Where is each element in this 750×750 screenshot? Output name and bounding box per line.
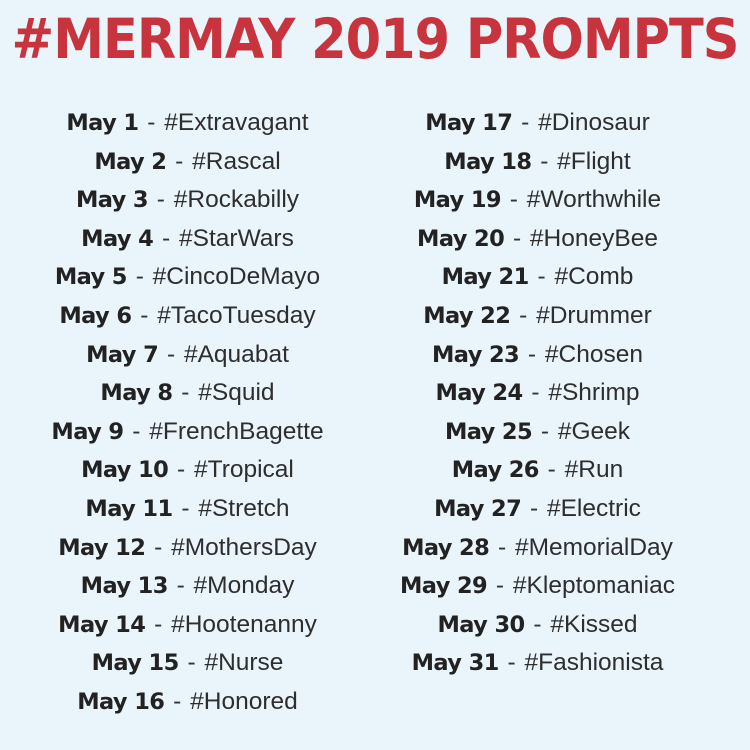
prompt-row [350,220,725,259]
prompt-separator: - [537,263,546,291]
prompt-date: May 10 [81,457,169,484]
prompt-hashtag: #Comb [554,263,634,291]
prompt-hashtag: #Fashionista [524,649,664,677]
prompt-separator: - [540,417,550,445]
prompt-hashtag: #Rockabilly [173,186,300,214]
prompt-date: May 4 [81,225,154,252]
prompt-date: May 7 [86,341,159,368]
prompt-hashtag: #Honored [190,687,298,715]
prompt-row [350,529,725,568]
prompt-separator: - [181,494,190,522]
prompt-hashtag: #Squid [198,379,275,407]
prompt-hashtag: #Geek [557,417,631,445]
prompt-row [350,336,725,375]
prompt-date: May 22 [423,302,511,329]
left-prompt-column [0,104,375,722]
prompt-hashtag: #Tropical [194,456,294,484]
prompt-date: May 31 [411,650,499,677]
prompt-row [0,104,375,143]
prompt-separator: - [154,533,163,561]
prompt-row [0,336,375,375]
prompt-hashtag: #StarWars [179,224,294,252]
prompt-separator: - [527,340,537,368]
prompt-row [350,567,725,606]
prompt-date: May 3 [75,187,148,214]
prompt-separator: - [177,456,186,484]
prompt-separator: - [187,649,196,677]
prompt-date: May 13 [80,573,168,600]
prompt-separator: - [166,340,176,368]
prompt-row [350,297,725,336]
prompt-date: May 6 [59,302,132,329]
prompt-date: May 19 [413,187,501,214]
prompt-hashtag: #Drummer [536,301,652,329]
prompt-row [350,258,725,297]
prompt-date: May 27 [434,495,522,522]
prompt-hashtag: #Dinosaur [538,109,650,136]
prompt-hashtag: #Hootenanny [171,610,317,638]
prompt-row [0,451,375,490]
prompt-separator: - [147,109,156,136]
prompt-separator: - [509,186,518,214]
prompt-separator: - [135,263,144,291]
prompt-date: May 21 [441,264,529,291]
prompt-separator: - [175,147,184,175]
prompt-separator: - [162,224,171,252]
prompt-row [0,374,375,413]
prompt-hashtag: #Rascal [192,147,281,175]
prompt-hashtag: #Stretch [198,494,290,522]
prompt-row [350,104,725,143]
prompt-date: May 30 [437,611,525,638]
prompt-row [0,529,375,568]
prompt-hashtag: #Extravagant [164,109,309,136]
prompt-row [0,683,375,722]
right-prompt-column [350,104,725,683]
prompt-row [350,451,725,490]
prompt-separator: - [176,572,185,600]
prompt-row [350,490,725,529]
prompt-hashtag: #CincoDeMayo [152,263,321,291]
prompt-date: May 23 [432,341,520,368]
prompt-date: May 5 [54,264,127,291]
prompt-date: May 12 [58,534,146,561]
prompt-date: May 8 [100,380,173,407]
prompt-separator: - [512,224,522,252]
prompt-hashtag: #Flight [557,147,631,175]
prompt-separator: - [519,301,528,329]
prompt-row [350,644,725,683]
prompt-row [0,413,375,452]
prompt-row [0,606,375,645]
prompt-separator: - [181,379,190,407]
prompt-hashtag: #Chosen [544,340,643,368]
prompt-row [350,143,725,182]
poster-title: #MERMAY 2019 PROMPTS [11,8,739,72]
prompt-separator: - [497,533,507,561]
prompt-hashtag: #Kissed [550,610,638,638]
prompt-hashtag: #FrenchBagette [149,417,324,445]
prompt-row [350,413,725,452]
prompt-row [0,258,375,297]
prompt-separator: - [156,186,165,214]
prompt-date: May 16 [77,688,165,715]
prompt-date: May 17 [425,110,513,136]
prompt-hashtag: #MothersDay [171,533,317,561]
prompt-hashtag: #TacoTuesday [157,301,316,329]
prompt-date: May 14 [58,611,146,638]
prompt-hashtag: #Nurse [204,649,284,677]
prompt-separator: - [529,494,539,522]
prompt-row [350,374,725,413]
prompt-date: May 28 [402,534,490,561]
prompt-hashtag: #Run [564,456,624,484]
prompt-row [0,644,375,683]
prompt-hashtag: #MemorialDay [514,533,673,561]
prompt-row [0,567,375,606]
prompt-separator: - [140,301,149,329]
prompt-separator: - [533,610,542,638]
prompt-separator: - [495,572,505,600]
prompt-separator: - [507,649,516,677]
prompt-row [350,606,725,645]
prompt-separator: - [132,417,141,445]
prompt-date: May 9 [51,418,124,445]
prompt-date: May 15 [91,650,179,677]
prompt-date: May 11 [85,495,173,522]
prompt-separator: - [531,379,540,407]
prompt-date: May 2 [94,148,167,175]
prompt-date: May 25 [444,418,533,445]
prompt-row [0,297,375,336]
prompt-date: May 26 [451,457,539,484]
prompt-separator: - [154,610,163,638]
prompt-date: May 29 [400,573,488,600]
prompt-hashtag: #Electric [546,494,641,522]
prompt-date: May 20 [417,225,505,252]
prompt-row [0,490,375,529]
prompt-row [350,181,725,220]
prompt-row [0,181,375,220]
prompt-date: May 24 [435,380,523,407]
prompt-hashtag: #HoneyBee [529,224,658,252]
prompt-separator: - [540,147,549,175]
prompt-hashtag: #Kleptomaniac [512,572,675,600]
prompt-separator: - [521,109,530,136]
prompt-hashtag: #Aquabat [183,340,289,368]
prompt-hashtag: #Shrimp [548,379,640,407]
prompt-date: May 18 [444,148,532,175]
prompt-separator: - [547,456,556,484]
prompt-hashtag: #Monday [193,572,295,600]
prompt-separator: - [173,687,182,715]
prompt-row [0,220,375,259]
prompt-row [0,143,375,182]
prompt-date: May 1 [66,110,139,136]
prompt-hashtag: #Worthwhile [526,186,662,214]
